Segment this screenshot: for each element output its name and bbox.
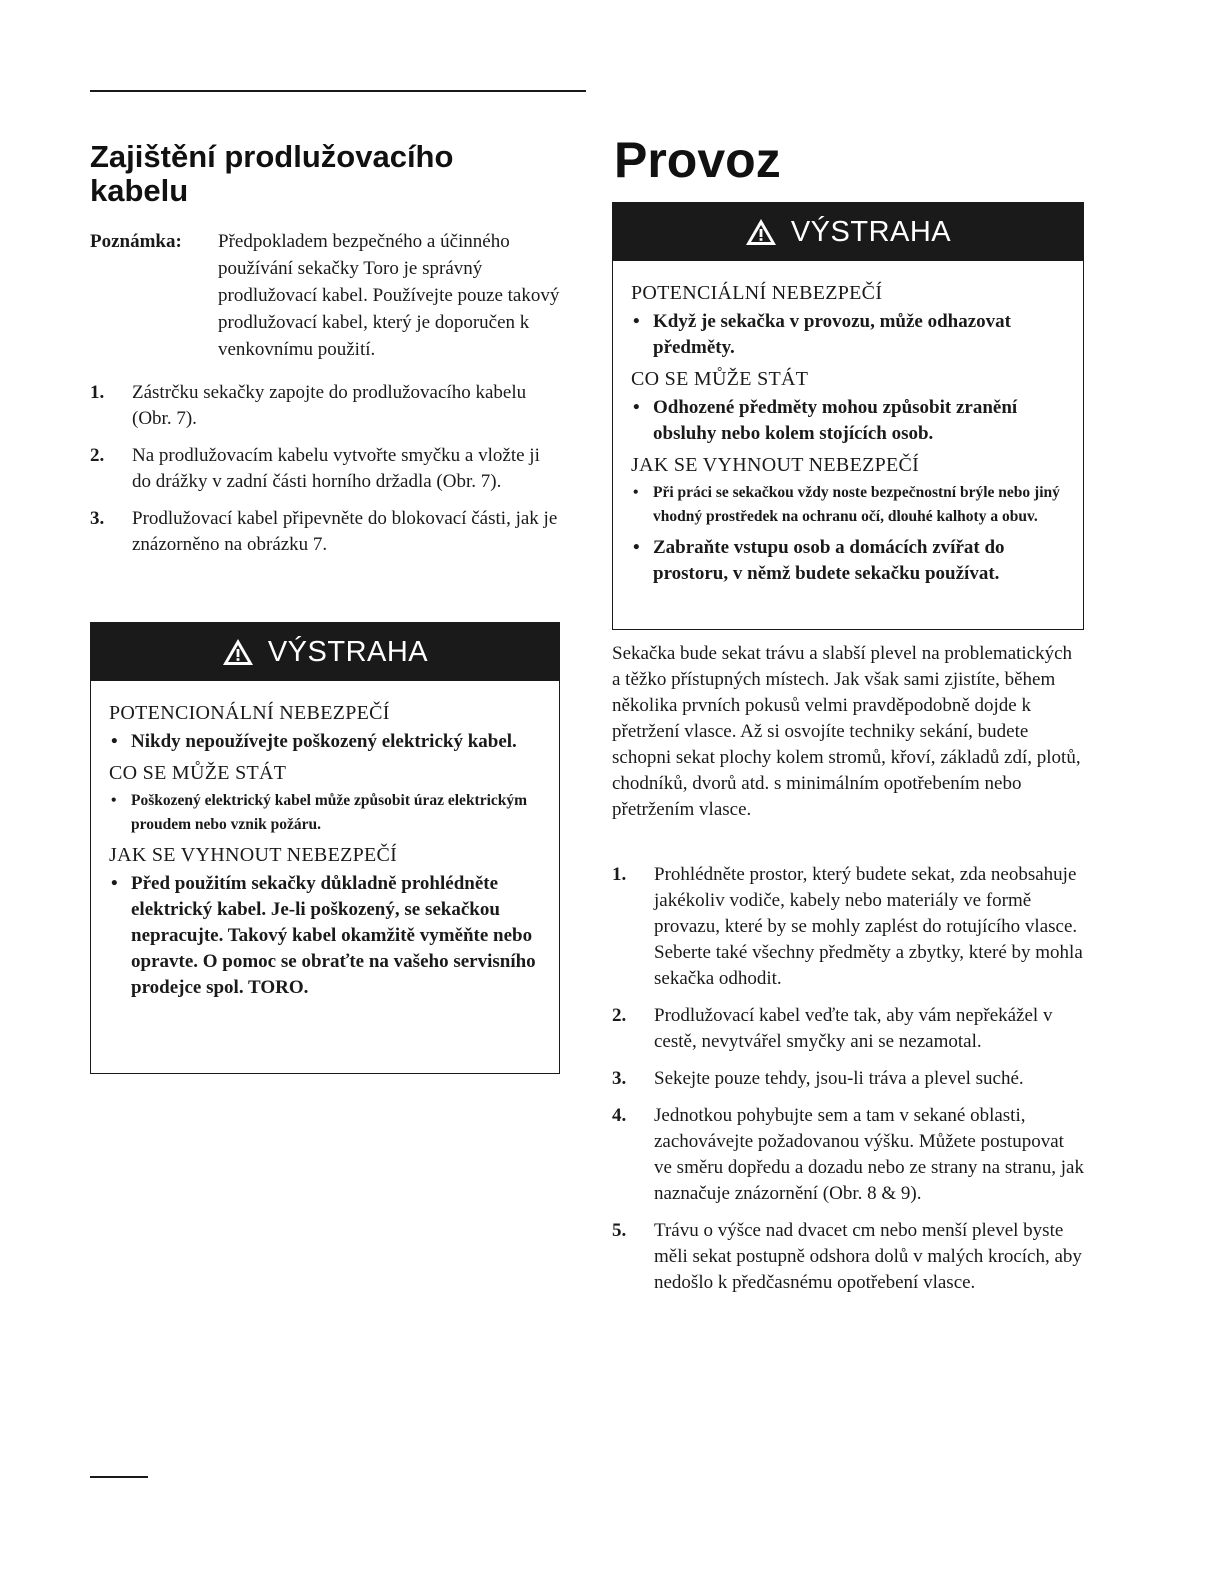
warning-header <box>91 623 559 681</box>
bullet-icon: • <box>633 397 640 418</box>
hazard-heading: POTENCIONÁLNÍ NEBEZPEČÍ <box>109 702 390 724</box>
avoidance-item: • Zabraňte vstupu osob a domácích zvířat do prostoru, v němž budete sekačku používat. <box>633 537 1005 584</box>
page-title: Provoz <box>614 132 781 188</box>
list-item <box>612 1218 1084 1296</box>
list-item <box>612 1003 1084 1055</box>
list-item <box>90 506 562 558</box>
step-text: Na prodlužovacím kabelu vytvořte smyčku a vložte ji do drážky v zadní části horního držadla (Obr. 7). <box>132 445 540 492</box>
cable-steps <box>90 380 562 569</box>
warning-header <box>613 203 1083 261</box>
list-item <box>90 380 562 432</box>
list-item <box>612 1066 1084 1092</box>
top-rule <box>90 90 586 92</box>
hazard-item: • Když je sekačka v provozu, může odhazovat předměty. <box>633 311 1011 358</box>
step-text: Prodlužovací kabel připevněte do blokovací části, jak je znázorněno na obrázku 7. <box>132 508 558 555</box>
intro-paragraph: Sekačka bude sekat trávu a slabší plevel na problematických a těžko přístupných místech. Jak však sami zjistíte, během několika prvních pokusů velmi pravděpodobně dojde k přetržení vlasce. Až si osvojíte techniky sekání, budete schopni sekat plochy kolem stromů, křoví, základů zdí, plotů, chodníků, dvorů atd. s minimálním opotřebením nebo přetržením vlasce. <box>612 643 1081 820</box>
step-number: 5. <box>612 1220 627 1241</box>
note-text: Předpokladem bezpečného a účinného používání sekačky Toro je správný prodlužovací kabel. Používejte pouze takový prodlužovací kabel, který je doporučen k venkovnímu použití. <box>218 231 560 360</box>
note-label: Poznámka: <box>90 231 182 252</box>
footer-rule <box>90 1476 148 1478</box>
bullet-icon: • <box>111 873 118 894</box>
step-number: 2. <box>90 445 105 466</box>
step-number: 1. <box>90 382 105 403</box>
step-text: Trávu o výšce nad dvacet cm nebo menší plevel byste měli sekat postupně odshora dolů v malých krocích, aby nedošlo k předčasnému opotřebení vlasce. <box>654 1220 1082 1293</box>
warning-body <box>91 681 559 1001</box>
warning-triangle-icon <box>222 637 254 667</box>
step-text: Jednotkou pohybujte sem a tam v sekané oblasti, zachovávejte požadovanou výšku. Můžete postupovat ve směru dopředu a dozadu nebo ze strany na stranu, jak naznačuje znázornění (Obr. 8 & 9). <box>654 1105 1084 1204</box>
hazard-item: • Nikdy nepoužívejte poškozený elektrický kabel. <box>109 729 541 755</box>
consequence-heading: CO SE MŮŽE STÁT <box>109 762 287 784</box>
consequence-item: • Odhozené předměty mohou způsobit zranění obsluhy nebo kolem stojících osob. <box>633 397 1018 444</box>
bullet-icon: • <box>111 792 117 809</box>
warning-triangle-icon <box>745 217 777 247</box>
hazard-heading: POTENCIÁLNÍ NEBEZPEČÍ <box>631 282 883 304</box>
step-text: Sekejte pouze tehdy, jsou-li tráva a plevel suché. <box>654 1068 1024 1089</box>
step-text: Zástrčku sekačky zapojte do prodlužovacího kabelu (Obr. 7). <box>132 382 527 429</box>
avoidance-item: • Při práci se sekačkou vždy noste bezpečnostní brýle nebo jiný vhodný prostředek na ochranu očí, dlouhé kalhoty a obuv. <box>631 481 1065 529</box>
warning-title: VÝSTRAHA <box>790 215 952 248</box>
step-text: Prodlužovací kabel veďte tak, aby vám nepřekážel v cestě, nevytvářel smyčky ani se nezamotal. <box>654 1005 1053 1052</box>
cable-warning-box <box>90 622 560 1074</box>
step-number: 4. <box>612 1105 627 1126</box>
warning-title: VÝSTRAHA <box>267 635 429 668</box>
step-number: 2. <box>612 1005 627 1026</box>
list-item <box>612 1103 1084 1207</box>
bullet-icon: • <box>633 537 640 558</box>
step-number: 1. <box>612 864 627 885</box>
list-item <box>90 443 562 495</box>
step-number: 3. <box>612 1068 627 1089</box>
avoidance-heading: JAK SE VYHNOUT NEBEZPEČÍ <box>631 454 920 476</box>
list-item <box>612 862 1084 992</box>
bullet-icon: • <box>633 311 640 332</box>
operation-steps <box>612 862 1084 1307</box>
avoidance-item: • Před použitím sekačky důkladně prohlédněte elektrický kabel. Je-li poškozený, se sekačkou nepracujte. Takový kabel okamžitě vyměňte nebo opravte. O pomoc se obraťte na vašeho servisního prodejce spol. TORO. <box>111 873 536 998</box>
step-number: 3. <box>90 508 105 529</box>
consequence-heading: CO SE MŮŽE STÁT <box>631 368 809 390</box>
consequence-item: • Poškozený elektrický kabel může způsobit úraz elektrickým proudem nebo vznik požáru. <box>109 789 541 837</box>
section-title: Zajištění prodlužovacího kabelu <box>90 139 454 208</box>
bullet-icon: • <box>633 484 639 501</box>
step-text: Prohlédněte prostor, který budete sekat, zda neobsahuje jakékoliv vodiče, kabely nebo materiály ve formě provazu, které by se mohly zaplést do rotujícího vlasce. Seberte také všechny předměty a zbytky, které by mohla sekačka odhodit. <box>654 864 1083 989</box>
bullet-icon: • <box>111 731 118 752</box>
avoidance-heading: JAK SE VYHNOUT NEBEZPEČÍ <box>109 844 398 866</box>
warning-body <box>613 261 1083 587</box>
operation-warning-box <box>612 202 1084 630</box>
